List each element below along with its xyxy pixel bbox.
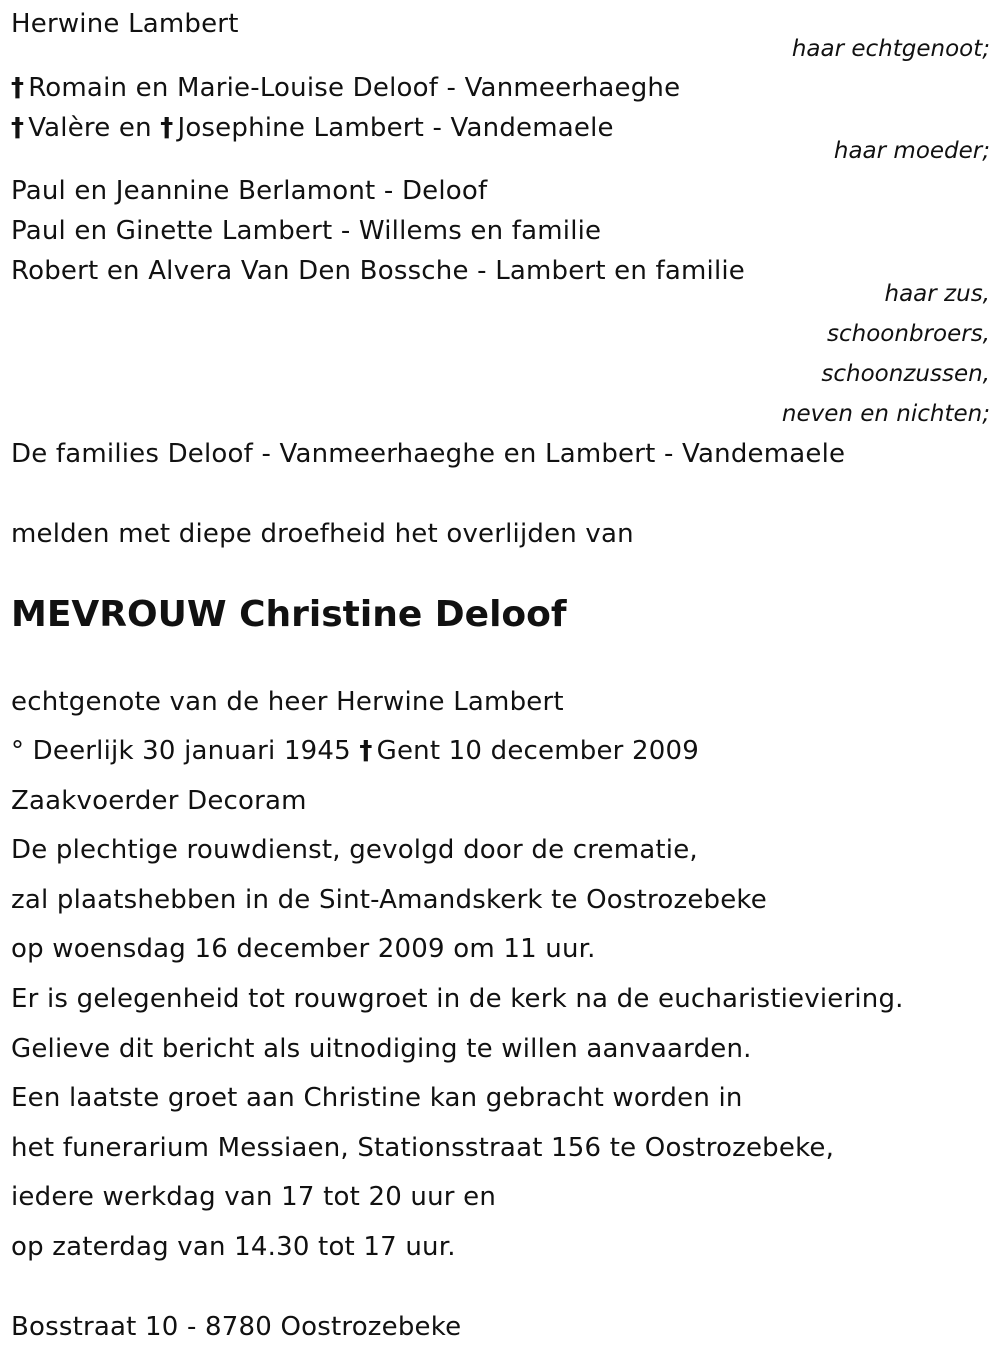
profession-line: Zaakvoerder Decoram bbox=[11, 786, 307, 816]
deceased-name: MEVROUW Christine Deloof bbox=[11, 594, 567, 635]
families-line: De families Deloof - Vanmeerhaeghe en Lambert - Vandemaele bbox=[11, 439, 846, 469]
spouse-line: echtgenote van de heer Herwine Lambert bbox=[11, 687, 564, 717]
sibling-line: Paul en Jeannine Berlamont - Deloof bbox=[11, 176, 488, 206]
parents-line-1-text: Romain en Marie-Louise Deloof - Vanmeerhaeghe bbox=[28, 73, 681, 103]
address-line: Bosstraat 10 - 8780 Oostrozebeke bbox=[11, 1312, 462, 1342]
cross-icon: † bbox=[11, 113, 25, 143]
detail-line: Gelieve dit bericht als uitnodiging te willen aanvaarden. bbox=[11, 1034, 752, 1064]
detail-line: Er is gelegenheid tot rouwgroet in de kerk na de eucharistieviering. bbox=[11, 984, 904, 1014]
detail-line: iedere werkdag van 17 tot 20 uur en bbox=[11, 1182, 497, 1212]
sibling-line: Paul en Ginette Lambert - Willems en familie bbox=[11, 216, 602, 246]
detail-line: De plechtige rouwdienst, gevolgd door de crematie, bbox=[11, 835, 698, 865]
parents-line-2-text-a: Valère en bbox=[28, 113, 152, 143]
siblings-relation-line: schoonbroers, bbox=[827, 321, 990, 347]
detail-line: zal plaatshebben in de Sint-Amandskerk te Oostrozebeke bbox=[11, 885, 767, 915]
husband-line: Herwine Lambert bbox=[11, 9, 239, 39]
parents-line-2 bbox=[11, 112, 614, 144]
birth-info: Deerlijk 30 januari 1945 bbox=[32, 736, 351, 766]
cross-icon: † bbox=[11, 73, 25, 103]
siblings-relation-line: neven en nichten; bbox=[781, 401, 990, 427]
siblings-relation-line: schoonzussen, bbox=[821, 361, 990, 387]
detail-line: Een laatste groet aan Christine kan gebracht worden in bbox=[11, 1083, 743, 1113]
parents-line-1 bbox=[11, 72, 680, 104]
death-info: Gent 10 december 2009 bbox=[376, 736, 699, 766]
detail-line: het funerarium Messiaen, Stationsstraat 156 te Oostrozebeke, bbox=[11, 1133, 835, 1163]
parents-line-2-text-b: Josephine Lambert - Vandemaele bbox=[177, 113, 614, 143]
husband-relation: haar echtgenoot; bbox=[791, 36, 990, 62]
cross-icon: † bbox=[160, 113, 174, 143]
life-dates bbox=[11, 735, 699, 767]
birth-symbol: ° bbox=[11, 736, 25, 766]
sibling-line: Robert en Alvera Van Den Bossche - Lambert en familie bbox=[11, 256, 746, 286]
cross-icon: † bbox=[359, 736, 373, 766]
detail-line: op woensdag 16 december 2009 om 11 uur. bbox=[11, 934, 596, 964]
mother-relation: haar moeder; bbox=[833, 138, 990, 164]
siblings-relation-line: haar zus, bbox=[884, 281, 990, 307]
detail-line: op zaterdag van 14.30 tot 17 uur. bbox=[11, 1232, 456, 1262]
intro-line: melden met diepe droefheid het overlijden van bbox=[11, 519, 634, 549]
